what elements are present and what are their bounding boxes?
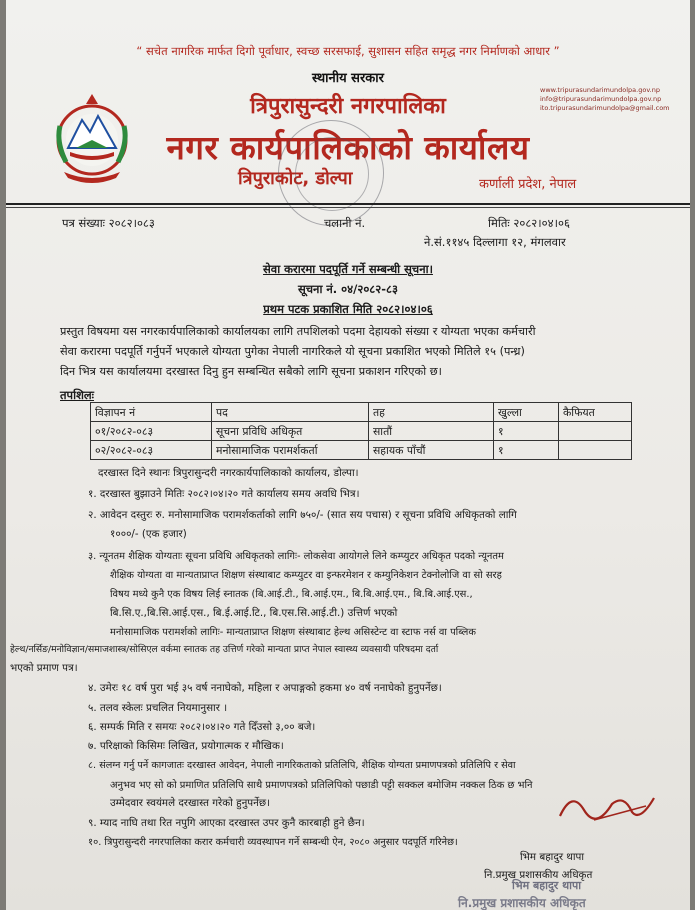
list-item-cont: शैक्षिक योग्यता वा मान्यताप्राप्त शिक्षण संस्थाबाट कम्प्युटर वा इन्फरमेशन र कम्युनिकेशन टेक्नोलोजि वा सो सरह xyxy=(110,570,502,581)
list-item-cont: हेल्थ/नर्सिङ/मनोविज्ञान/समाजशास्त्र/सोसिएल वर्कमा स्नातक तह उत्तिर्ण गरेको मान्यता प्राप्त नेपाल स्वास्थ्य व्यवसायी परिषदमा दर्ता xyxy=(10,644,439,655)
notice-title: सेवा करारमा पदपूर्ति गर्ने सम्बन्धी सूचना। xyxy=(263,262,433,276)
table-header-row xyxy=(91,403,632,422)
office-name: नगर कार्यपालिकाको कार्यालय xyxy=(166,128,530,167)
list-item-cont: भएको प्रमाण पत्र। xyxy=(10,662,78,674)
list-item: १. दरखास्त बुझाउने मितिः २०८२।०४।२० गते कार्यालय समय अवधि भित्र। xyxy=(88,488,360,500)
handwritten-signature-icon xyxy=(554,786,674,826)
table-row xyxy=(91,441,632,460)
province-label: कर्णाली प्रदेश, नेपाल xyxy=(479,177,577,192)
level-cell: सहायक पाँचौं xyxy=(369,441,494,460)
open-count-cell: १ xyxy=(494,441,559,460)
list-item: २. आवेदन दस्तुरः रु. मनोसामाजिक परामर्शकर्ताको लागि ७५०/- (सात सय पचास) र सूचना प्रविधि अधिकृतको लागि xyxy=(88,509,517,521)
post-cell: मनोसामाजिक परामर्शकर्ता xyxy=(212,441,369,460)
nepal-sambat-date: ने.सं.११४५ दिल्लागा १२, मंगलवार xyxy=(424,235,566,249)
header-divider xyxy=(6,203,690,205)
list-item: ९. म्याद नाघि तथा रित नपुगि आएका दरखास्त उपर कुनै कारबाही हुने छैन। xyxy=(88,817,365,829)
header-cell: पद xyxy=(212,403,369,422)
list-item: ७. परिक्षाको किसिमः लिखित, प्रयोगात्मक र मौखिक। xyxy=(88,740,284,752)
signatory-name: भिम बहादुर थापा xyxy=(520,851,585,863)
list-item: ५. तलव स्केलः प्रचलित नियमानुसार । xyxy=(88,702,228,714)
list-item-cont: अनुभव भए सो को प्रमाणित प्रतिलिपि साथै प्रमाणपत्रको प्रतिलिपिको पछाडी पट्टी सक्कल बमोजिम नक्कल ठिक छ भनि xyxy=(110,780,533,791)
level-cell: सातौं xyxy=(369,422,494,441)
notice-body xyxy=(60,322,656,382)
list-item: ३. न्यूनतम शैक्षिक योग्यताः सूचना प्रविधि अधिकृतको लागिः- लोकसेवा आयोगले लिने कम्प्युटर अधिकृत पदको न्यूनतम xyxy=(88,551,504,562)
header-cell: कैफियत xyxy=(559,403,632,422)
date-text: मितिः २०८२।०४।०६ xyxy=(488,216,570,230)
letter-number: पत्र संख्याः २०८२।०८३ xyxy=(62,216,155,230)
motto: “ सचेत नागरिक मार्फत दिगो पूर्वाधार, स्वच्छ सरसफाई, सुशासन सहित समृद्ध नगर निर्माणको आधार ” xyxy=(136,44,560,58)
gmail-text: ito.tripurasundarimundolpa@gmail.com xyxy=(540,104,670,112)
body-line: दिन भित्र यस कार्यालयमा दरखास्त दिनु हुन सम्बन्धित सबैको लागि सूचना प्रकाशन गरिएको छ। xyxy=(60,365,442,378)
signatory-designation: नि.प्रमुख प्रशासकीय अधिकृत xyxy=(484,869,593,881)
signature-stamp-designation: नि.प्रमुख प्रशासकीय अधिकृत xyxy=(458,896,586,910)
first-published-date: प्रथम पटक प्रकाशित मिति २०८२।०४।०६ xyxy=(263,302,433,316)
body-line: सेवा करारमा पदपूर्ति गर्नुपर्ने भएकाले योग्यता पुगेका नेपाली नागरिकले यो सूचना प्रकाशित भएको मितिले १५ (पन्ध्र) xyxy=(60,345,525,358)
list-item-cont: उम्मेदवार स्वयंमले दरखास्त गरेको हुनुपर्नेछ। xyxy=(110,797,270,809)
list-item-cont: बि.सि.ए.,बि.सि.आई.एस., बि.ई.आई.टि., बि.एस.सि.आई.टी.) उत्तिर्ण भएको xyxy=(110,607,398,619)
list-item: १०. त्रिपुरासुन्दरी नगरपालिका करार कर्मचारी व्यवस्थापन गर्ने सम्बन्धी ऐन, २०८० अनुसार पदपूर्ति गरिनेछ। xyxy=(88,837,458,848)
submit-place: दरखास्त दिने स्थानः त्रिपुरासुन्दरी नगरकार्यपालिकाको कार्यालय, डोल्पा। xyxy=(98,467,359,479)
table-row xyxy=(91,422,632,441)
header-cell: तह xyxy=(369,403,494,422)
office-address: त्रिपुराकोट, डोल्पा xyxy=(238,168,353,189)
dispatch-number: चलानी नं. xyxy=(324,216,366,230)
list-item: ८. संलग्न गर्नु पर्ने कागजातः दरखास्त आवेदन, नेपाली नागरिकताको प्रतिलिपि, शैक्षिक योग्यता प्रमाणपत्रको प्रतिलिपि र सेवा xyxy=(88,760,516,771)
vacancy-table xyxy=(90,402,632,460)
list-item: ४. उमेरः १८ वर्ष पुरा भई ३५ वर्ष ननाघेको, महिला र अपाङ्गको हकमा ४० वर्ष ननाघेको हुनुपर्नेछ। xyxy=(88,682,442,694)
post-cell: सूचना प्रविधि अधिकृत xyxy=(212,422,369,441)
website-text: www.tripurasundarimundolpa.gov.np xyxy=(540,86,660,94)
ad-number-cell: ०१/२०८२-०८३ xyxy=(91,422,212,441)
details-label: तपशिलः xyxy=(60,388,95,402)
list-item-cont: मनोसामाजिक परामर्शको लागिः- मान्यताप्राप्त शिक्षण संस्थाबाट हेल्थ असिस्टेन्ट वा स्टाफ नर्स वा पब्लिक xyxy=(110,627,476,638)
signature-stamp-name: भिम बहादुर थापा xyxy=(512,879,582,892)
remarks-cell xyxy=(559,441,632,460)
header-divider-thin xyxy=(6,207,690,208)
office-seal xyxy=(278,120,384,226)
list-item-cont: १०००/- (एक हजार) xyxy=(110,528,187,540)
header-cell: खुल्ला xyxy=(494,403,559,422)
nepal-emblem-icon xyxy=(50,90,134,186)
open-count-cell: १ xyxy=(494,422,559,441)
notice-page xyxy=(6,0,690,910)
header-cell: विज्ञापन नं xyxy=(91,403,212,422)
email-text: info@tripurasundarimundolpa.gov.np xyxy=(540,95,662,103)
notice-number: सूचना नं. ०४/२०८२-८३ xyxy=(297,282,398,296)
body-line: प्रस्तुत विषयमा यस नगरकार्यपालिकाको कार्यालयका लागि तपशिलको पदमा देहायको संख्या र योग्यता भएका कर्मचारी xyxy=(60,325,536,338)
contact-list xyxy=(540,86,670,113)
ad-number-cell: ०२/२०८२-०८३ xyxy=(91,441,212,460)
remarks-cell xyxy=(559,422,632,441)
municipality-name: त्रिपुरासुन्दरी नगरपालिका xyxy=(250,94,446,119)
list-item-cont: विषय मध्ये कुनै एक विषय लिई स्नातक (बि.आई.टी., बि.आई.एम., बि.बि.आई.एम., बि.बि.आई.एस., xyxy=(110,589,473,600)
list-item: ६. सम्पर्क मिति र समयः २०८२।०४।२० गते दिँउसो ३,०० बजे। xyxy=(88,721,316,733)
local-government-label: स्थानीय सरकार xyxy=(312,71,384,86)
